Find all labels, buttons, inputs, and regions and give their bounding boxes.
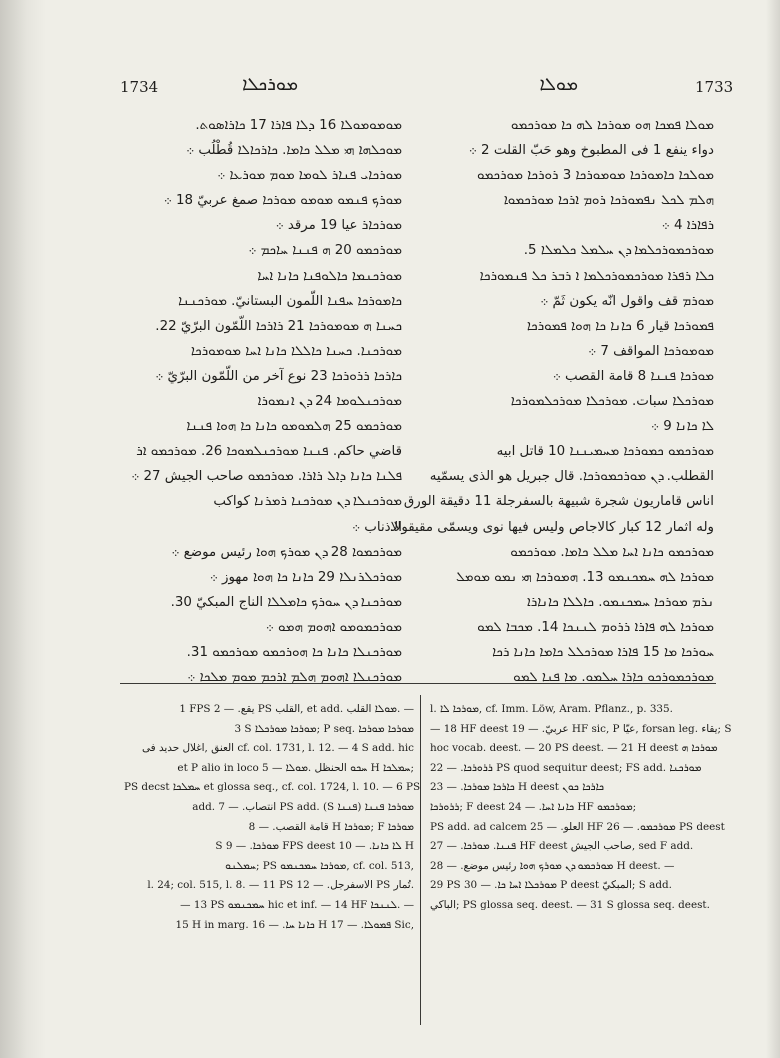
text-line: ܡܘܪܟܐܝ ܦܢܐܪ ܠܘܡܐ ܡܘܡ ܡܘܪܥܐ ܀ <box>217 168 402 184</box>
footnote-column-divider <box>420 695 421 1025</box>
footnote-line: hoc vocab. deest. — 20 PS deest. — 21 H deest ܡܘܪܟܐ ܗ <box>430 742 718 755</box>
text-line: ܡܘܪܟܡܘܐ 28 ܕܢ ܡܘܪܟ ܗܘܐ رئيس موضع ܀ <box>171 544 402 560</box>
text-line: ܡܘܪܟܡܘ 20 ܗ ܦܢܢܐ ܚܐܟܡ ܀ <box>248 243 402 259</box>
footnote-line: ܪܪܘܪܟܐ; F deest ܟܐܢܐ ܐܚܐ. — 24 HF ܡܘܪܟܡܘ; <box>430 800 637 813</box>
text-line: ܟܠܐ ܪܦܪܐ ܡܘܪܟܡܘܪܟܠܡܐ ܐ ܪܒܪ ܟܠ ܦܢܡܘܪܟܐ <box>479 268 714 284</box>
text-line: ܟܐܪܟܐ ܪܪܘܪܟܐ 23 نوع آخر من اللّمّون البرّيّ ܀ <box>155 368 402 384</box>
running-head-right: ܡܘܠܐ <box>539 74 578 95</box>
footnotes-right <box>430 700 732 916</box>
text-line: ܠܐ ܟܐܢܐ 9 ܀ <box>650 419 714 435</box>
footnote-line: 15 H in marg. ܟܐܢܐ ܚܐ. — 16 H ܦܡܘܠܐ. — 17 Sic, <box>175 918 414 931</box>
footnote-line: S ܡܘܪܟܐ. — 9 FPS deest ܠܐ ܟܐܢܐ. — 10 H <box>215 840 414 853</box>
page-edge <box>766 0 780 1058</box>
page-gutter <box>0 0 46 1058</box>
text-line: ܡܘܪܟܡܘ ܟܐܢܐ ܐܚܐ ܡܠܠ ܟܐܡܐ. ܡܘܪܟܡܘ <box>510 544 714 560</box>
footnote-line: l. 24; col. 515, l. 8. — 11 PS الاسفرجل. — 12 PS تُمار. <box>147 879 414 892</box>
footnote-line: ܪܪܘܪܟܐ. — 22 PS quod sequitur deest; FS add. ܡܘܪܟܢܐ <box>430 761 702 774</box>
page-number-left: 1734 <box>120 78 159 96</box>
text-line: ܡܘܪܟܢܐ ܕܢ ܚܘܪܟ ܟܐܡܠܠܐ الناج المبكيّ 30. <box>170 594 402 610</box>
text-line: ܡܘܪܟܐ ܦܢܢܐ 8 قامة القصب ܀ <box>552 368 714 384</box>
text-line: الاذناب ܀ <box>351 519 402 535</box>
footnote-line: add. انتصاب. — 7 PS add. (S ܦܢܢܐ) ܡܘܪܟܐ ܦܢܢܐ <box>192 800 414 813</box>
footnote-line: العنق ,اغلال حديد ﻓﻰ cf. col. 1731, l. 12. — 4 S add. hic <box>142 742 414 755</box>
footnote-line: قامة القصب. — 8 H ܡܘܪܟܐ; F ܡܘܪܟܐ <box>248 820 414 833</box>
text-line: ܡܘܟܠܗܐ ܗܝ ܡܠܠ ܟܐܡܐ. ܟܐܪܟܐܠܐ قُطْلُب ܀ <box>186 143 402 159</box>
text-line: ܡܘܪܟܠܐ سبات. ܡܘܪܟܠܐ ܡܘܪܟܠܡܘܪܟܐ <box>510 394 714 410</box>
footnote-line: ܦܢܢܐ. ܡܘܪܟܐ. — 27 HF deest صاحب الجيش, sed F add. <box>430 840 694 853</box>
text-line: ܡܘܪܡ قف واقول انّه يكون ثَمّ ܀ <box>540 293 714 309</box>
text-line: ܡܘܪܟ ܦܢܡܘ ܡܘܡܘ ܡܘܪܟܐ صمغ عربيّ 18 ܀ <box>163 193 402 209</box>
text-line: ܡܘܪܟܐܪ عيا 19 مرقد ܀ <box>275 218 402 234</box>
text-line: ܡܘܪܟܢܡܐ ܟܐܠܘܦܢܐ ܟܐܢܐ ܐܚܐ <box>257 268 402 284</box>
text-line: ܡܘܪܟܢܠܐ ܐܗܘܡ ܗܠܡ ܐܪܟܡ ܡܘܡ ܡܠܟܐ ܀ <box>187 670 402 686</box>
footnote-line: l. ܡܘܪܟܐ ܠܐ, cf. Imm. Löw, Aram. Pflanz., p. 335. <box>430 703 673 715</box>
text-line: ܡܘܡܘܡܘܠܐ 16 ܕܠܐ ܦܐܪܐ 17 ܟܐܪܐܣܘܬ. <box>195 118 402 133</box>
text-line: ܡܘܪܟܢܠܐ ܕܢ ܡܘܪܟܢܐ ܪܡܪܢܐ كواكب <box>213 494 402 510</box>
footnote-line: — 18 HF deest عربيّ. — 19 HF sic, P عيّا, forsan leg. يقاء; S <box>430 722 732 735</box>
text-line: ܡܘܠܐ ܦܡܟܐ ܗܘ ܡܘܪܟܐ ܠܗ ܟܐ ܡܘܪܟܡܘ <box>510 118 714 133</box>
text-line: ܡܘܠܟܐ ܟܐܡܘܪܟܐ ܡܘܡܘܪܟܐ 3 ܪܘܪܟܐ ܡܘܪܟܡܘ <box>476 168 714 184</box>
text-line: ܚܘܪܟܐ ܡܐ 15 ܦܐܪܐ ܡܘܪܟܠܠ ܟܐܡܐ ܟܐܢܐ ܪܟܐ <box>492 644 714 660</box>
text-line: ܡܘܡܘܪܟܐ المواقف 7 ܀ <box>588 343 714 359</box>
text-line: دواء ينفع 1 ﻓﻰ المطبوخ وهو حَبّ القلت 2 ܀ <box>468 143 714 159</box>
text-line: ܗܠܡ ܠܟܠ ܢܦܡܘܪܟܐ ܪܘܡ ܐܪܟܐ ܡܘܪܟܡܘܐ <box>503 193 714 209</box>
page-number-right: 1733 <box>695 78 734 96</box>
text-line: القطلب. ܕܢ ܡܘܪܟܡܘܪܟܐ. قال جبريل هو الذى يسمّيه <box>429 469 714 485</box>
footnote-line: الباكي; PS glossa seq. deest. — 31 S glossa seq. deest. <box>430 898 710 911</box>
text-line: ܡܘܪܟܡܘܪܟܘ ܟܐܪܐ ܚܠܡܘ. ܡܐ ܦܢܐ ܠܡܘ <box>513 670 714 686</box>
footnote-line: PS decst ܚܡܠܟܐ et glossa seq., cf. col. 1724, l. 10. — 6 PS <box>124 781 421 794</box>
text-line: ܡܘܪܟܐ ܠܗ ܦܐܪܐ ܪܪܘܡ ܠܢܢܟܐ 14. ܡܟܒܐ ܠܡܘ <box>477 619 714 635</box>
text-line: ܡܘܪܟܢܐ. ܟܚܢܐ ܟܐܠܠܐ ܟܐܢܐ ܐܚܐ ܡܘܡܘܪܟܐ <box>190 343 402 359</box>
text-line: قاضي حاكم. ܦܢܢܐ ܡܘܪܟܢܠܡܘܟܐ 26. ܡܘܪܟܡܘ ܐܪ <box>136 444 402 460</box>
text-line: ܟܐܡܘܪܟܐ ܚܦܢܐ اللّمون البستانيّ. ܡܘܪܟܢܢܐ <box>178 293 402 309</box>
text-line: ܟܚܢܐ ܗ ܡܘܡܘܪܟܐ 21 ܪܐܪܟܐ اللّمّون البرّيّ 22. <box>155 318 402 334</box>
footnote-line: 29 PS ܡܘܪܟܠܐ ܐܚܐ ܟܐ. — 30 P deest المبكيّ; S add. <box>430 879 672 892</box>
footnote-rule <box>120 683 716 684</box>
footnote-line: PS add. ad calcem العلو. — 25 HF ܡܘܪܟܡܘ. — 26 PS deest <box>430 820 725 833</box>
footnote-line: — 13 PS ܚܡܟܢܡܘ hic et inf. — 14 HF ܠܢܢܟܐ. — <box>180 898 414 911</box>
text-line: ܡܘܪܟܡܘܡܘ ܐܗܘܡ ܗܡܘ ܀ <box>265 619 402 635</box>
footnote-line: ܚܡܠܢܘ; PS ܡܘܪܟܐ ܚܡܟܢܡܘ, cf. col. 513, <box>225 859 414 872</box>
footnote-line: 1 FPS يقع. — 2 PS القلب, et add. ܡܘܠܐ القلب. — <box>179 703 414 715</box>
text-line: ܪܦܐܪܐ 4 ܀ <box>661 218 714 234</box>
text-line: ܡܘܪܟܡܘ 25 ܗܠܡܘܡܘ ܟܐܢܐ ܟܐ ܗܘܐ ܦܢܢܐ <box>186 419 402 435</box>
text-line: ܡܘܪܟܡܘܪܟܠܡܐ ܕܢ ܚܠܡܠ ܟܠܡܠܐ 5. <box>523 243 714 259</box>
footnote-line: ܟܐܪܟܐ ܡܘܪܟܐ. — 23 H deest ܟܐܪܟܐ ܟܘܢ <box>430 781 604 794</box>
text-line: ܦܠܢܐ ܟܐܢܐ ܕܐܠ ܪܐܪܐ. ܡܘܪܟܡܘ صاحب الجيش 27 ܀ <box>131 469 402 485</box>
text-line: ܡܘܪܟܐ ܠܗ ܚܡܟܢܡܘ 13. ܗܡܘܪܟܐ ܗܝ ܢܡܘ ܡܘܡܠ <box>456 569 714 585</box>
text-line: وله اثمار 12 كبار كالاجاص وليس فيها نوى ويسمّى مقيقولا. <box>389 519 714 535</box>
text-column-right <box>389 113 714 690</box>
text-column-left <box>122 113 402 690</box>
text-line: ܦܡܘܪܟܐ قيار 6 ܟܐܢܐ ܟܐ ܗܘܐ ܦܡܘܪܟܐ <box>526 318 714 334</box>
footnote-line: 3 S ܡܘܪܟܐ ܡܘܪܟܠܐ; P seq. ܡܘܪܟܐ ܡܘܪܟܐ <box>234 722 414 735</box>
footnote-line: et P alio in loco ܚܟܘ الحنظل .ܡܘܠܐ — 5 H ܚܡܠܟܐ; <box>177 761 414 774</box>
text-line: ܡܘܪܟܡܘ ܟܡܘܪܟܐ ܡܚܡܝܢܢܐ 10 قاتل ابيه <box>496 444 714 460</box>
footnotes-left <box>124 700 421 935</box>
text-line: اناس قاماريون شجرة شبيهة بالسفرجلة 11 دقيقة الورق <box>403 494 714 510</box>
text-line: ܡܘܪܟܢܠܐ ܟܐܢܐ ܟܐ ܗܘܪܟܡܘ ܡܘܪܟܡܘ 31. <box>186 644 402 660</box>
text-line: ܢܪܡ ܡܘܪܟܐ ܚܡܟܢܡܘ. ܟܐܠܠܐ ܟܐܢܐܪܐ <box>526 594 714 610</box>
footnote-line: ܡܘܪܟܡܘ ܕܢ ܡܘܪܟ ܗܘܐ رئيس موضع. — 28 H deest. — <box>430 859 675 872</box>
text-line: ܡܘܪܟܢܠܘܡܐ 24 ܕܢ ܐܢܡܘܪܐ <box>257 394 402 410</box>
text-line: ܡܘܪܟܠܪܢܠܐ 29 ܟܐܢܐ ܟܐ ܗܘܐ مهوز ܀ <box>209 569 402 585</box>
running-head-left: ܡܘܪܟܠܐ <box>242 74 298 95</box>
